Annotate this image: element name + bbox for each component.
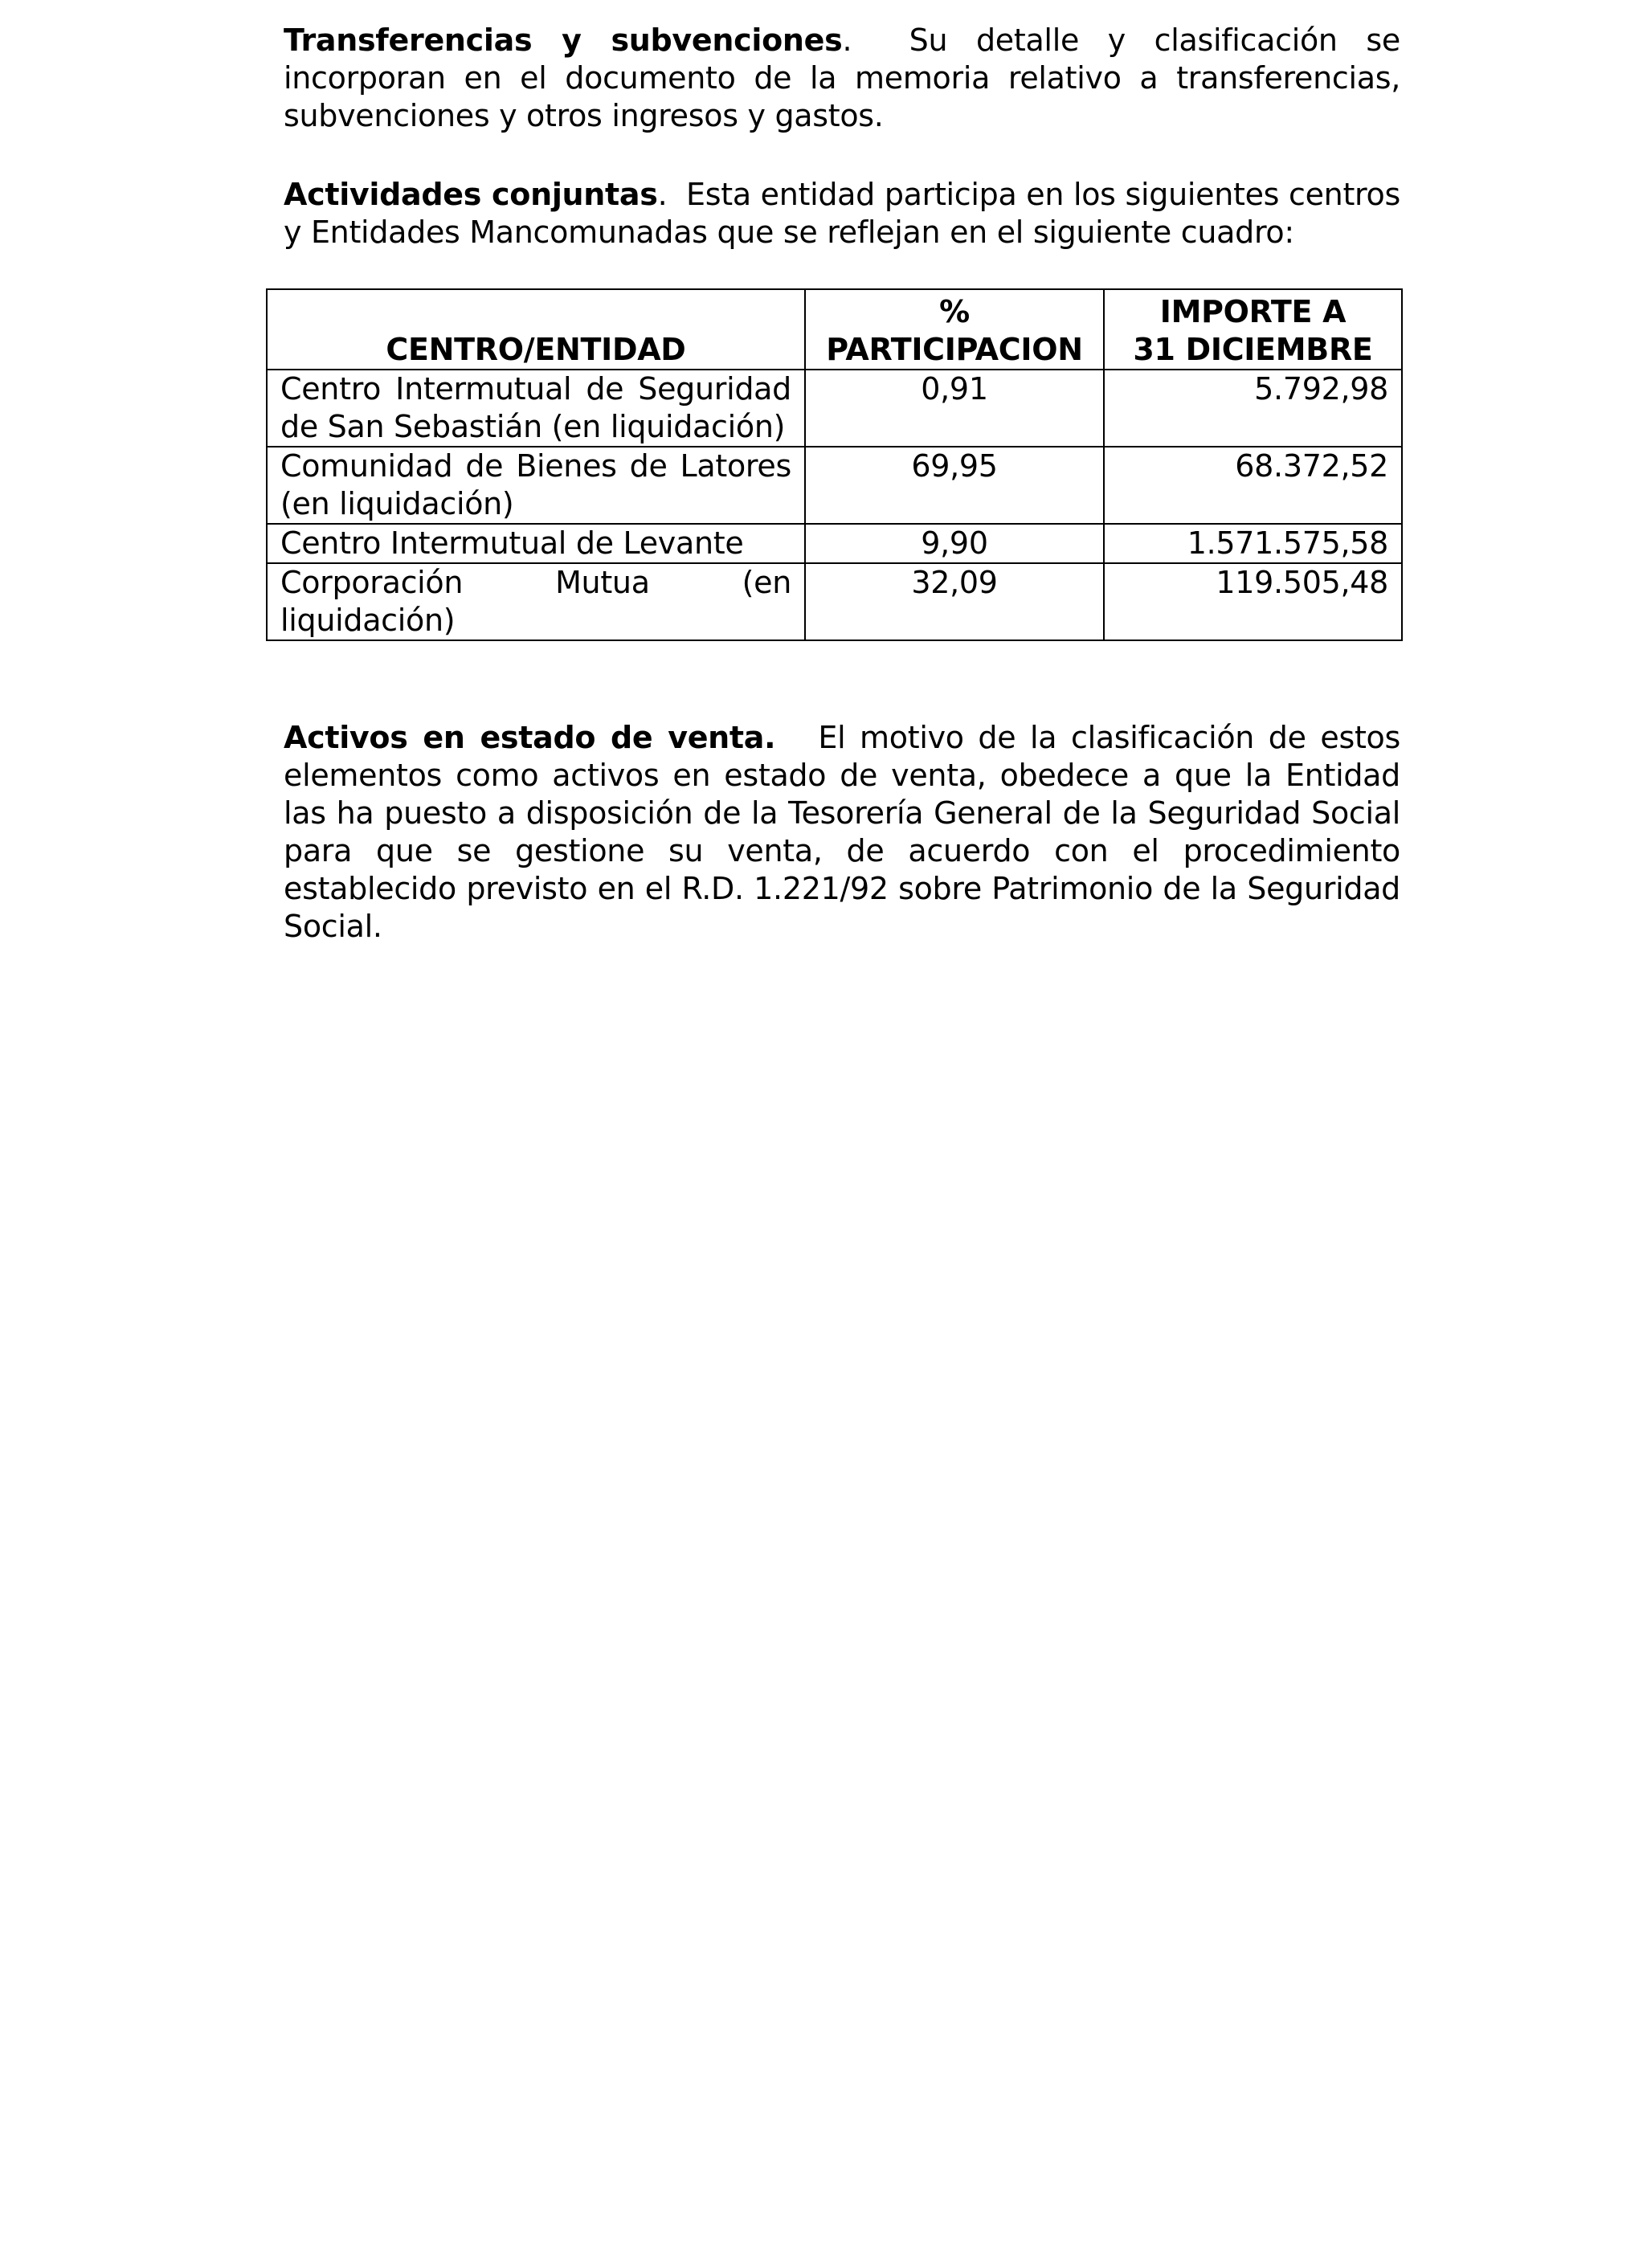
body-transferencias: Su detalle y clasificación se incorporan en el documento de la memoria relativo a transferencias, subvenciones y otros ingresos y gastos. — [284, 22, 1400, 133]
header-importe-line2: 31 DICIEMBRE — [1133, 332, 1373, 367]
header-entidad-label: CENTRO/ENTIDAD — [386, 332, 686, 367]
cell-importe: 5.792,98 — [1104, 370, 1402, 447]
header-importe-line1: IMPORTE A — [1159, 294, 1347, 329]
cell-participacion: 0,91 — [805, 370, 1104, 447]
heading-activos: Activos en estado de venta. — [284, 720, 776, 755]
header-participacion-line1: % — [939, 294, 970, 329]
cell-importe: 68.372,52 — [1104, 447, 1402, 524]
table-row — [267, 370, 1402, 447]
cell-entidad: Centro Intermutual de Seguridad de San Sebastián (en liquidación) — [267, 370, 805, 447]
table-row — [267, 524, 1402, 563]
paragraph-activos — [284, 719, 1400, 946]
header-entidad — [267, 289, 805, 370]
heading-transferencias-punct: . — [842, 22, 852, 58]
centros-table — [266, 288, 1403, 641]
body-activos: El motivo de la clasificación de estos elementos como activos en estado de venta, obedece a que la Entidad las ha puesto a disposición de la Tesorería General de la Seguridad Social para que se gestione su venta, de acuerdo con el procedimiento establecido previsto en el R.D. 1.221/92 sobre Patrimonio de la Seguridad Social. — [284, 720, 1400, 944]
header-participacion-line2: PARTICIPACION — [826, 332, 1083, 367]
heading-transferencias: Transferencias y subvenciones — [284, 22, 843, 58]
paragraph-transferencias — [284, 22, 1400, 135]
heading-actividades: Actividades conjuntas — [284, 177, 658, 212]
cell-participacion: 69,95 — [805, 447, 1104, 524]
paragraph-actividades — [284, 176, 1400, 251]
cell-entidad: Comunidad de Bienes de Latores (en liquidación) — [267, 447, 805, 524]
cell-entidad: Corporación Mutua (en liquidación) — [267, 563, 805, 640]
cell-importe: 119.505,48 — [1104, 563, 1402, 640]
heading-actividades-punct: . — [657, 177, 668, 212]
cell-participacion: 9,90 — [805, 524, 1104, 563]
body-actividades: Esta entidad participa en los siguientes centros y Entidades Mancomunadas que se reflejan en el siguiente cuadro: — [284, 177, 1400, 250]
table-row — [267, 563, 1402, 640]
table-row — [267, 447, 1402, 524]
cell-entidad: Centro Intermutual de Levante — [267, 524, 805, 563]
table-header-row — [267, 289, 1402, 370]
cell-participacion: 32,09 — [805, 563, 1104, 640]
header-participacion — [805, 289, 1104, 370]
header-importe — [1104, 289, 1402, 370]
cell-importe: 1.571.575,58 — [1104, 524, 1402, 563]
